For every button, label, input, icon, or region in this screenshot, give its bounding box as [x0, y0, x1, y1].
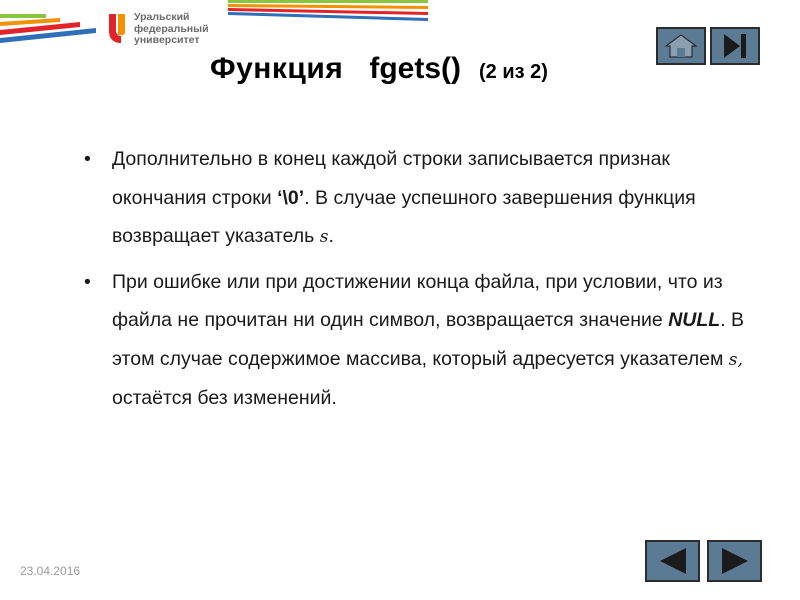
content-bullet-list: [84, 140, 764, 424]
bullet-text-segment: ‘\0’: [277, 186, 305, 209]
bullet-item: [84, 140, 764, 257]
arrow-right-icon: [718, 546, 752, 576]
decorative-stripes-top: [228, 0, 428, 60]
bullet-marker: •: [84, 270, 91, 293]
slide-title: [210, 52, 548, 86]
previous-slide-button[interactable]: [645, 540, 700, 582]
university-name: [134, 12, 209, 47]
bullet-text-segment: . В случае успешного завершения функция возвращает указатель: [112, 186, 696, 247]
bullet-text-segment: При ошибке или при достижении конца файла, при условии, что из файла не прочитан ни один символ, возвращается значение: [112, 270, 723, 331]
title-function: fgets(): [369, 52, 461, 85]
bullet-text-segment: .: [328, 225, 334, 247]
arrow-left-icon: [656, 546, 690, 576]
title-word: Функция: [210, 52, 344, 85]
next-slide-button[interactable]: [707, 540, 762, 582]
home-button[interactable]: [656, 27, 706, 65]
bullet-marker: •: [84, 148, 91, 170]
university-logo-mark: [108, 12, 126, 44]
bullet-text-segment: NULL: [668, 309, 721, 331]
university-name-line: Уральский: [134, 11, 190, 23]
slide-date: 23.04.2016: [20, 564, 81, 578]
home-icon: [664, 33, 698, 59]
skip-to-end-button[interactable]: [710, 27, 760, 65]
bullet-text-segment: s,: [728, 349, 743, 370]
bullet-text-segment: Дополнительно в конец каждой строки записывается признак окончания строки: [112, 148, 670, 209]
bullet-text-segment: . В этом случае содержимое массива, который адресуется указателем: [112, 309, 745, 370]
university-name-line: университет: [134, 34, 200, 46]
decorative-stripes-left: [0, 0, 100, 60]
skip-to-end-icon: [720, 32, 750, 60]
bullet-text-segment: s: [319, 227, 329, 247]
bullet-item: [84, 263, 764, 418]
university-name-line: федеральный: [134, 22, 209, 35]
title-counter: (2 из 2): [478, 61, 548, 83]
bullet-text-segment: остаётся без изменений.: [112, 387, 337, 409]
